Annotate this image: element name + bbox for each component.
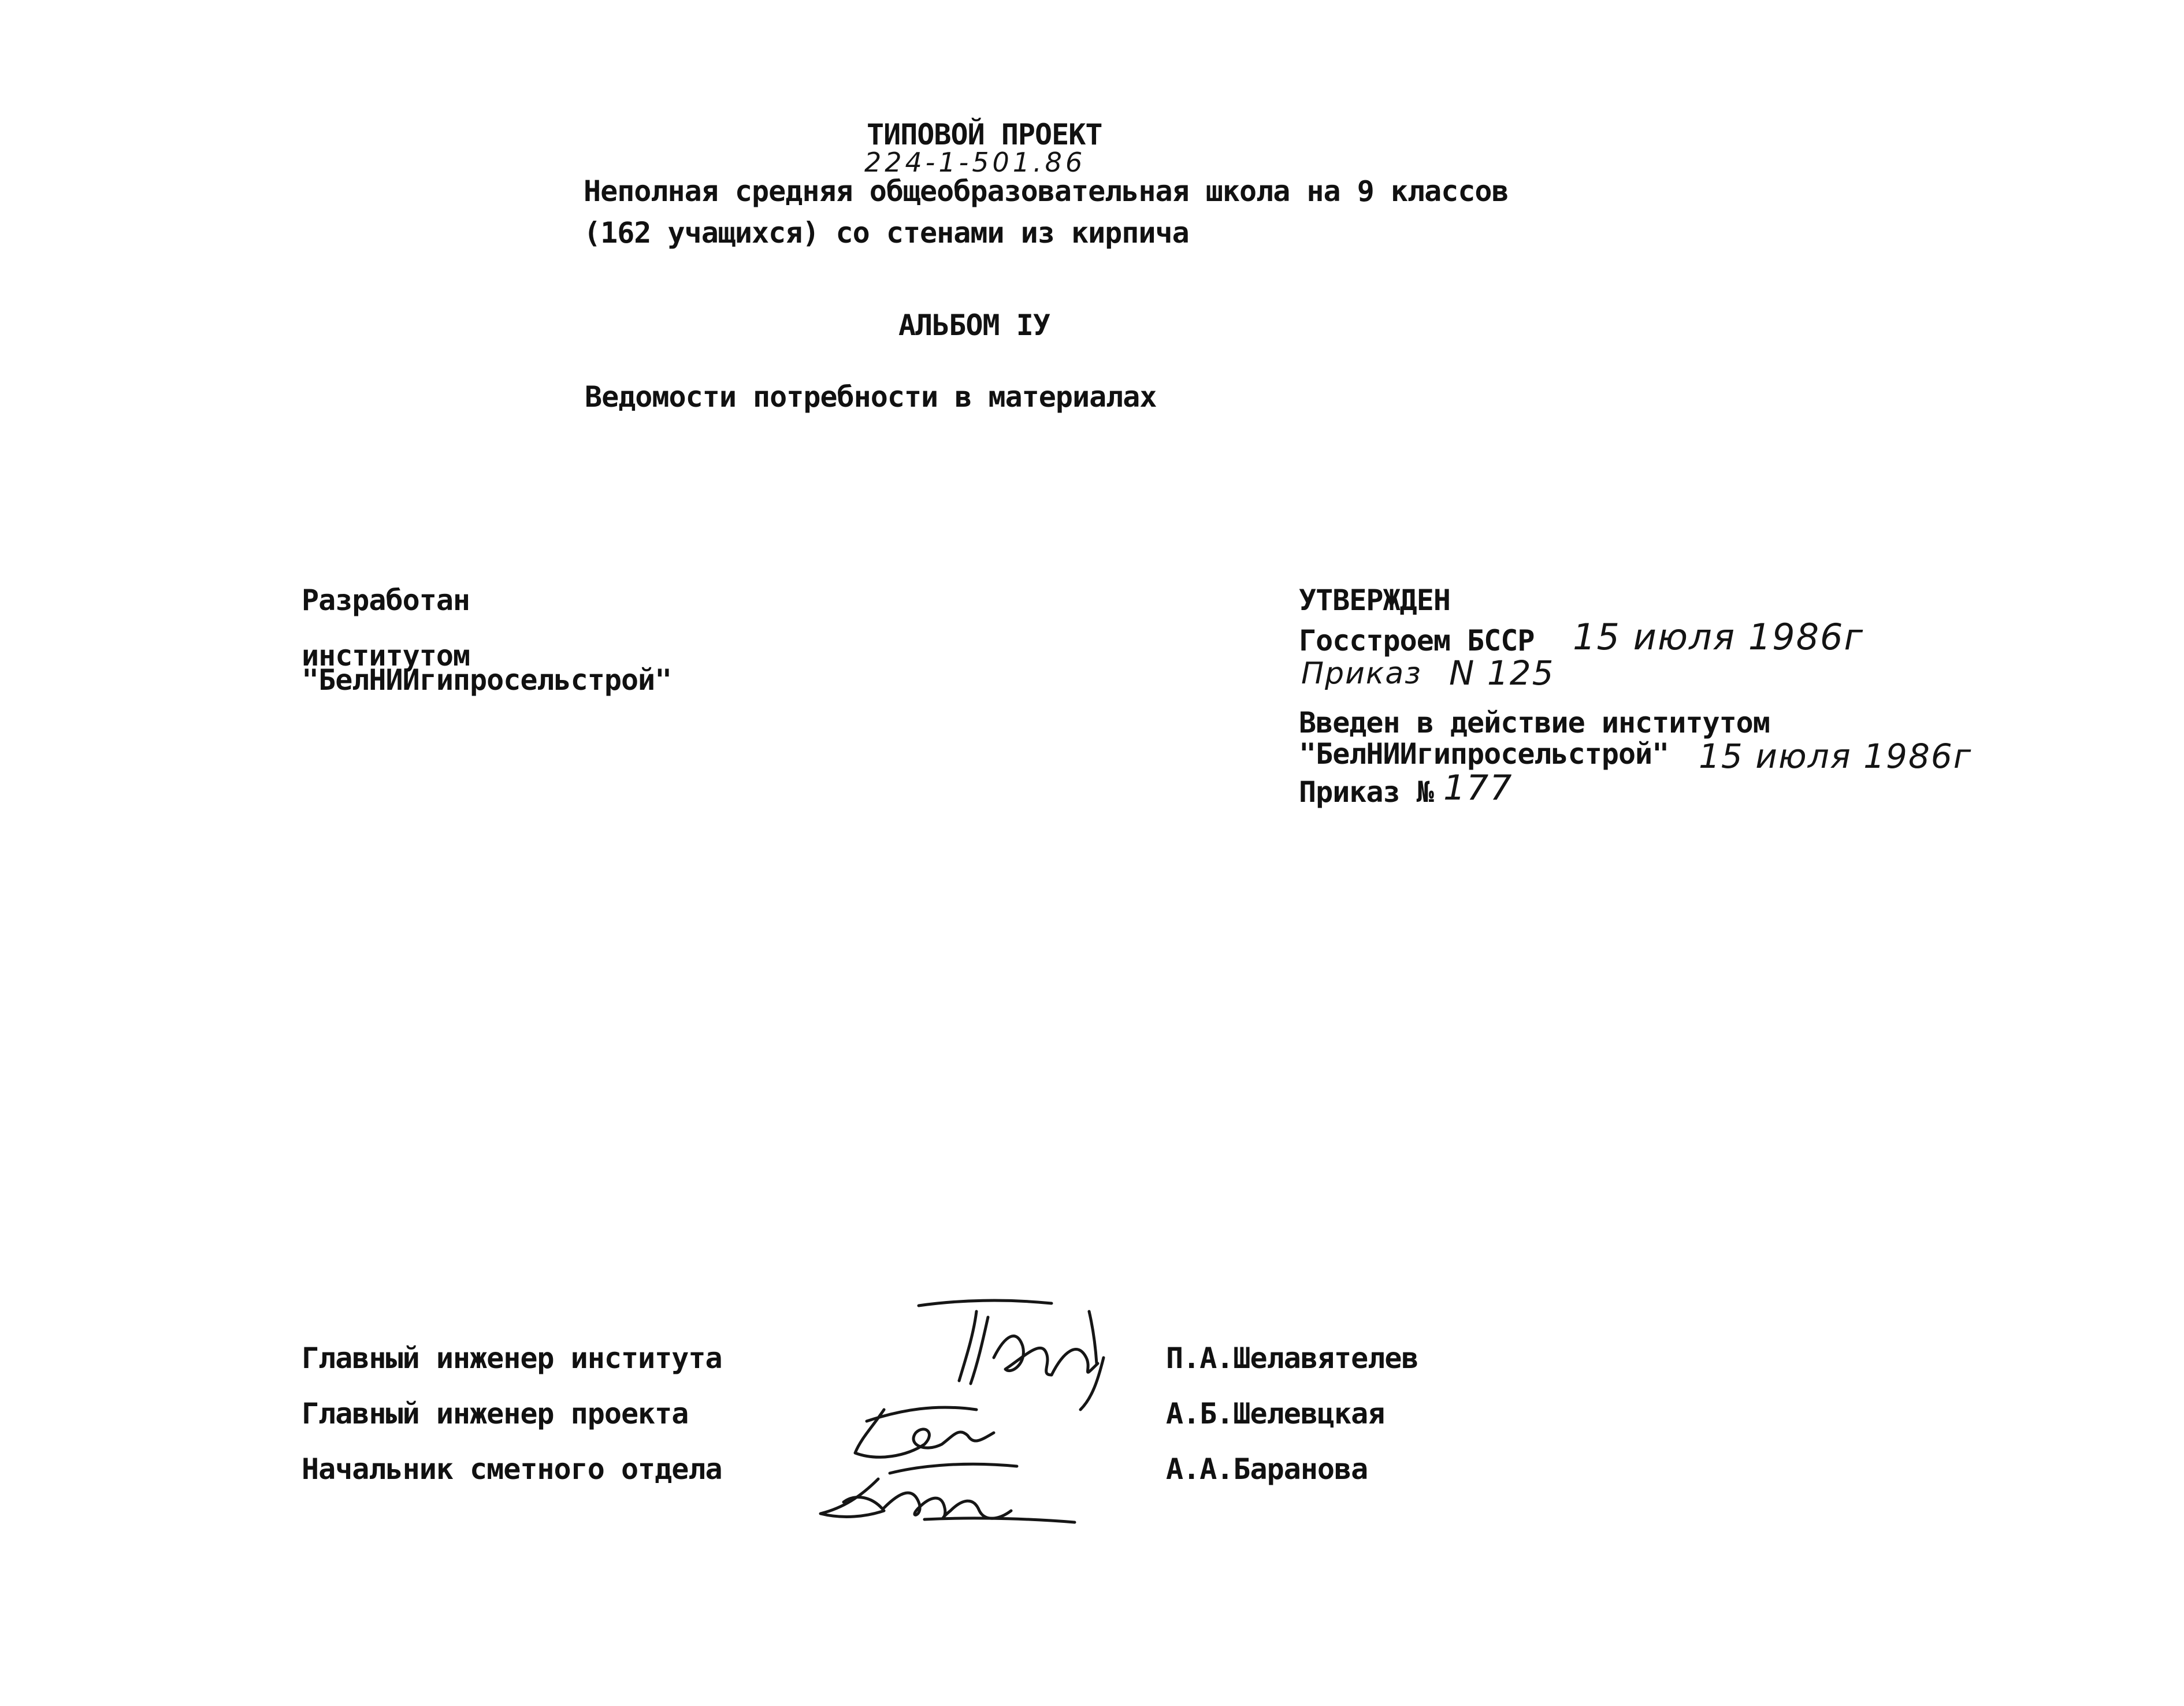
document-title: ТИПОВОЙ ПРОЕКТ	[867, 118, 1102, 151]
project-code: 224-1-501.86	[864, 147, 1086, 178]
signature-position-2: Главный инженер проекта	[302, 1397, 689, 1430]
signature-name-1: П.А.Шелавятелев	[1166, 1341, 1418, 1375]
signature-name-3: А.А.Баранова	[1166, 1452, 1368, 1486]
enacted-line-1: Введен в действие институтом	[1299, 706, 1770, 739]
enacted-order-label: Приказ №	[1299, 775, 1433, 809]
developer-line-2: "БелНИИгипросельстрой"	[302, 663, 672, 697]
approval-order-number: N 125	[1449, 653, 1555, 693]
approval-date: 15 июля 1986г	[1573, 616, 1864, 658]
signature-name-2: А.Б.Шелевцкая	[1166, 1397, 1385, 1430]
developed-label: Разработан	[302, 583, 470, 617]
approved-label: УТВЕРЖДЕН	[1299, 583, 1450, 617]
approval-order-label: Приказ	[1301, 656, 1422, 691]
approved-by: Госстроем БССР	[1299, 624, 1535, 657]
developer-line-1: институтом	[302, 639, 470, 672]
signature-position-3: Начальник сметного отдела	[302, 1452, 722, 1486]
description-line-2: (162 учащихся) со стенами из кирпича	[584, 216, 1189, 250]
handwritten-signatures	[751, 1288, 1144, 1531]
album-subtitle: Ведомости потребности в материалах	[585, 380, 1157, 414]
enacted-date: 15 июля 1986г	[1699, 737, 1973, 776]
signature-position-1: Главный инженер института	[302, 1341, 722, 1375]
enacted-line-2: "БелНИИгипросельстрой"	[1299, 737, 1669, 771]
description-line-1: Неполная средняя общеобразовательная школа на 9 классов	[584, 174, 1509, 208]
enacted-order-number: 177	[1443, 768, 1513, 808]
album-title: АЛЬБОМ IУ	[898, 309, 1050, 342]
